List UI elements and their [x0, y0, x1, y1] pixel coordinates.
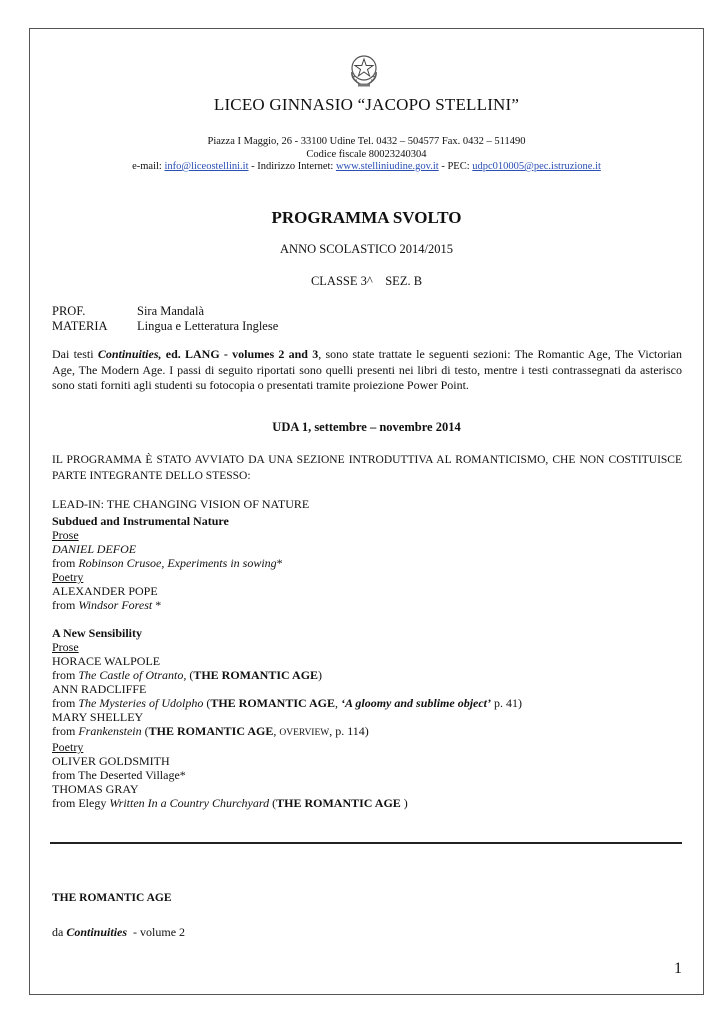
- poetry-label: Poetry: [52, 740, 84, 754]
- intro-paragraph: [52, 347, 682, 394]
- shelley-work-line: [52, 724, 682, 740]
- email-label: e-mail:: [132, 161, 162, 172]
- from-text: from: [52, 696, 79, 710]
- asterisk: *: [152, 598, 162, 612]
- intro-edition: ed. LANG - volumes 2 and 3: [161, 347, 319, 361]
- separator: ,: [335, 696, 342, 710]
- page-ref: p. 41): [491, 696, 523, 710]
- section-divider: [50, 842, 682, 844]
- intro-text-1: Dai testi: [52, 347, 98, 361]
- subject-label: MATERIA: [52, 319, 108, 333]
- author-shelley: MARY SHELLEY: [52, 710, 144, 724]
- pec-label: - PEC:: [438, 161, 470, 172]
- school-name: LICEO GINNASIO “JACOPO STELLINI”: [213, 95, 520, 114]
- page-ref: , p. 114): [329, 724, 369, 738]
- prof-value: Sira Mandalà: [137, 304, 204, 318]
- page-number: 1: [674, 960, 682, 977]
- da-text: da: [52, 925, 67, 939]
- paren: (: [186, 668, 194, 682]
- work-title: Written In a Country Churchyard: [109, 796, 270, 810]
- volume-label: - volume 2: [127, 925, 186, 939]
- document-title: PROGRAMMA SVOLTO: [271, 208, 462, 227]
- pec-link[interactable]: udpc010005@pec.istruzione.it: [472, 161, 601, 172]
- work-title: Frankenstein: [78, 724, 142, 738]
- fiscal-code: Codice fiscale 80023240304: [306, 149, 427, 160]
- from-text: from: [52, 598, 79, 612]
- author-radcliffe: ANN RADCLIFFE: [52, 682, 147, 696]
- from-text: from: [52, 668, 79, 682]
- gray-work-line: [52, 796, 682, 810]
- excerpt-title: ‘A gloomy and sublime object’: [341, 696, 492, 710]
- paren: ): [318, 668, 323, 682]
- lead-in-title: LEAD-IN: THE CHANGING VISION OF NATURE: [52, 497, 310, 511]
- paren: (: [269, 796, 277, 810]
- section-ref: THE ROMANTIC AGE: [148, 724, 274, 738]
- section-ref: THE ROMANTIC AGE: [193, 668, 319, 682]
- author-defoe: DANIEL DEFOE: [52, 542, 137, 556]
- intro-text-2: , sono state trattate le seguenti sezioni: The Romantic Age, The Victorian Age, The Modern Age. I passi di seguito riportati sono quelli presenti nei libri di testo, mentre i testi contrassegnati da asterisco sono stati forniti agli studenti su fotocopia o presentati tramite proiezione Power Point.: [52, 347, 683, 392]
- section-subdued-nature: Subdued and Instrumental Nature: [52, 514, 229, 528]
- section-ref: THE ROMANTIC AGE: [276, 796, 401, 810]
- from-text: from: [52, 556, 79, 570]
- author-goldsmith: OLIVER GOLDSMITH: [52, 754, 170, 768]
- prose-label: Prose: [52, 640, 79, 654]
- work-title: Windsor Forest: [78, 598, 153, 612]
- subject-value: Lingua e Letteratura Inglese: [137, 319, 279, 333]
- section-new-sensibility: A New Sensibility: [52, 626, 143, 640]
- prof-label: PROF.: [52, 304, 86, 318]
- school-year: ANNO SCOLASTICO 2014/2015: [280, 242, 453, 256]
- author-gray: THOMAS GRAY: [52, 782, 139, 796]
- romantic-age-source: [52, 925, 682, 939]
- author-pope: ALEXANDER POPE: [52, 584, 158, 598]
- work-title: Robinson Crusoe, Experiments in sowing: [78, 556, 277, 570]
- intro-book-title: Continuities,: [97, 347, 162, 361]
- author-walpole: HORACE WALPOLE: [52, 654, 161, 668]
- paren: (: [141, 724, 149, 738]
- asterisk: *: [276, 556, 283, 570]
- website-label: - Indirizzo Internet:: [248, 161, 334, 172]
- prose-label: Prose: [52, 528, 79, 542]
- poetry-label: Poetry: [52, 570, 84, 584]
- pope-work-line: [52, 598, 682, 612]
- book-title: Continuities: [66, 925, 128, 939]
- website-link[interactable]: www.stelliniudine.gov.it: [335, 161, 439, 172]
- paren: (: [203, 696, 211, 710]
- radcliffe-work-line: [52, 696, 682, 710]
- goldsmith-work-line: from The Deserted Village*: [52, 768, 186, 782]
- work-title: The Mysteries of Udolpho: [78, 696, 204, 710]
- from-text: from: [52, 724, 79, 738]
- paren: ): [400, 796, 408, 810]
- from-text: from Elegy: [52, 796, 110, 810]
- uda1-heading: UDA 1, settembre – novembre 2014: [272, 420, 461, 434]
- defoe-work-line: [52, 556, 682, 570]
- separator: ,: [273, 724, 280, 738]
- romantic-age-heading: THE ROMANTIC AGE: [52, 892, 172, 904]
- email-link[interactable]: info@liceostellini.it: [164, 161, 249, 172]
- section-ref: THE ROMANTIC AGE: [210, 696, 336, 710]
- uda1-lead-in-block: [52, 497, 682, 810]
- work-title: The Castle of Otranto,: [78, 668, 187, 682]
- class-section: CLASSE 3^ SEZ. B: [310, 274, 423, 288]
- italian-republic-emblem-icon: [348, 50, 380, 88]
- overview-label: OVERVIEW: [279, 728, 330, 738]
- contacts-line: [29, 160, 704, 173]
- uda1-intro: IL PROGRAMMA È STATO AVVIATO DA UNA SEZIONE INTRODUTTIVA AL ROMANTICISMO, CHE NON COSTITUISCE PARTE INTEGRANTE DELLO STESSO:: [52, 454, 682, 482]
- walpole-work-line: [52, 668, 682, 682]
- school-address: Piazza I Maggio, 26 - 33100 Udine Tel. 0432 – 504577 Fax. 0432 – 511490: [207, 136, 526, 147]
